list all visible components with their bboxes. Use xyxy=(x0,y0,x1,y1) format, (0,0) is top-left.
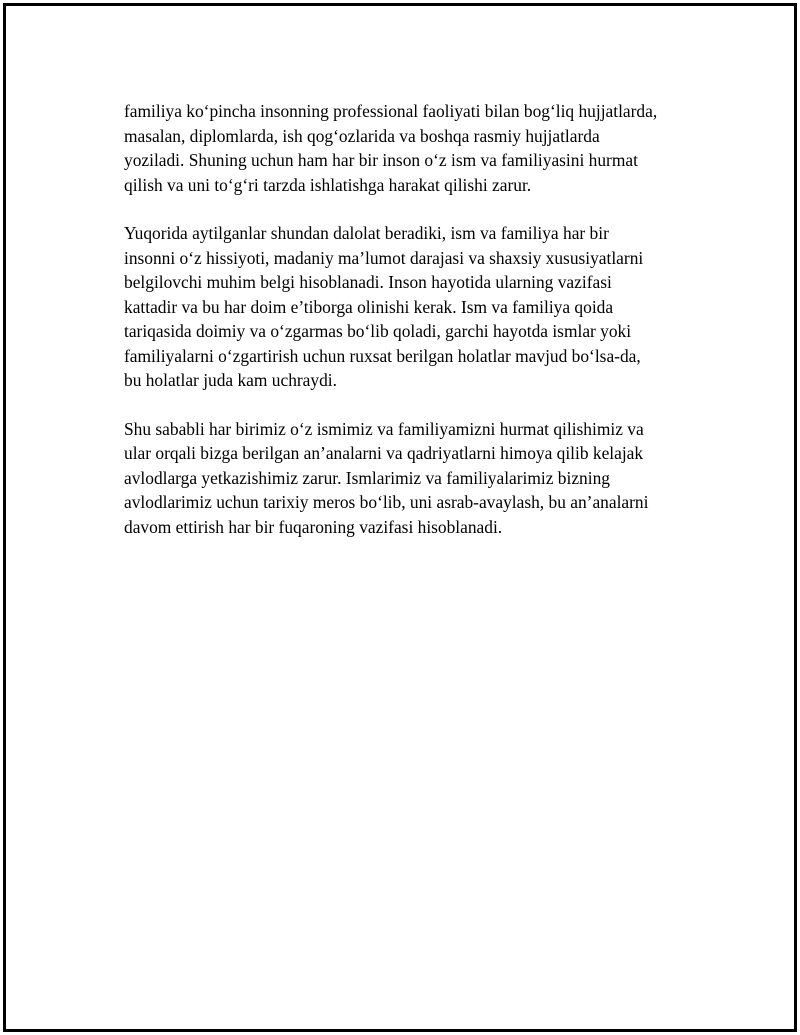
paragraph-line: qilish va uni to‘g‘ri tarzda ishlatishga harakat qilishi zarur. xyxy=(124,174,532,195)
paragraph-line: yoziladi. Shuning uchun ham har bir inson o‘z ism va familiyasini hurmat xyxy=(124,150,638,170)
paragraph-line: Yuqorida aytilganlar shundan dalolat beradiki, ism va familiya har bir xyxy=(124,223,609,243)
paragraph-line: bu holatlar juda kam uchraydi. xyxy=(124,370,337,390)
paragraph-line: davom ettirish har bir fuqaroning vazifasi hisoblanadi. xyxy=(124,516,503,537)
paragraph-line: belgilovchi muhim belgi hisoblanadi. Inson hayotida ularning vazifasi xyxy=(124,272,612,292)
paragraph-line: tariqasida doimiy va o‘zgarmas bo‘lib qoladi, garchi hayotda ismlar yoki xyxy=(124,321,632,341)
document-body xyxy=(124,99,704,563)
paragraph-line: kattadir va bu har doim e’tiborga olinishi kerak. Ism va familiya qoida xyxy=(124,296,614,317)
paragraph-line: masalan, diplomlarda, ish qog‘ozlarida va boshqa rasmiy hujjatlarda xyxy=(124,125,600,146)
paragraph-line: familiyalarni o‘zgartirish uchun ruxsat berilgan holatlar mavjud bo‘lsa-da, xyxy=(124,345,641,366)
paragraph-line: avlodlarga yetkazishimiz zarur. Ismlarimiz va familiyalarimiz bizning xyxy=(124,467,610,488)
paragraph-3 xyxy=(124,417,704,540)
paragraph-line: avlodlarimiz uchun tarixiy meros bo‘lib, uni asrab-avaylash, bu an’analarni xyxy=(124,492,649,512)
paragraph-1 xyxy=(124,99,704,197)
paragraph-line: Shu sababli har birimiz o‘z ismimiz va familiyamizni hurmat qilishimiz va xyxy=(124,418,644,439)
paragraph-line: familiya ko‘pincha insonning professional faoliyati bilan bog‘liq hujjatlarda, xyxy=(124,101,658,121)
paragraph-2 xyxy=(124,221,704,393)
paragraph-line: ular orqali bizga berilgan an’analarni va qadriyatlarni himoya qilib kelajak xyxy=(124,443,644,463)
page-frame xyxy=(3,3,797,1032)
paragraph-line: insonni o‘z hissiyoti, madaniy ma’lumot darajasi va shaxsiy xususiyatlarni xyxy=(124,247,644,268)
